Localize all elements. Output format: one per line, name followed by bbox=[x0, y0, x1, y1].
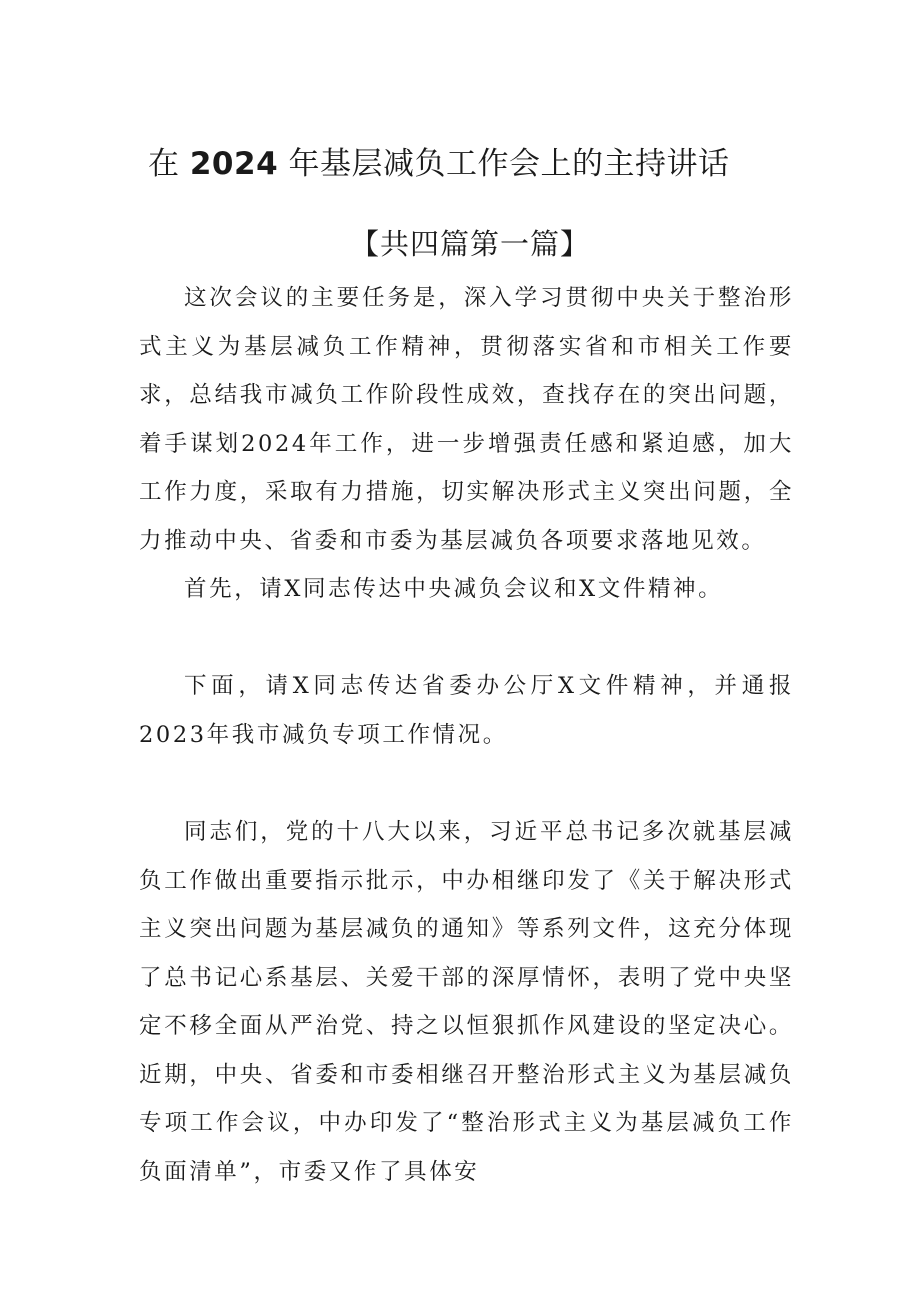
paragraph-meeting-tasks: 这次会议的主要任务是，深入学习贯彻中央关于整治形式主义为基层减负工作精神，贯彻落实省和市相关工作要求，总结我市减负工作阶段性成效，查找存在的突出问题，着手谋划2024年工作，进一步增强责任感和紧迫感，加大工作力度，采取有力措施，切实解决形式主义突出问题，全力推动中央、省委和市委为基层减负各项要求落地见效。 bbox=[139, 285, 794, 554]
document-subtitle: 【共四篇第一篇】 bbox=[349, 227, 590, 261]
paragraph-first-agenda: 首先，请X同志传达中央减负会议和X文件精神。 bbox=[184, 576, 724, 602]
paragraph-second-agenda: 下面，请X同志传达省委办公厅X文件精神，并通报2023年我市减负专项工作情况。 bbox=[139, 673, 794, 748]
title-year: 2024 bbox=[189, 146, 279, 182]
paragraph-comrades-remarks: 同志们，党的十八大以来，习近平总书记多次就基层减负工作做出重要指示批示，中办相继印发了《关于解决形式主义突出问题为基层减负的通知》等系列文件，这充分体现了总书记心系基层、关爱干部的深厚情怀，表明了党中央坚定不移全面从严治党、持之以恒狠抓作风建设的坚定决心。近期，中央、省委和市委相继召开整治形式主义为基层减负专项工作会议，中办印发了“整治形式主义为基层减负工作负面清单”，市委又作了具体安 bbox=[139, 819, 794, 1185]
title-suffix: 年基层减负工作会上的主持讲话 bbox=[288, 146, 730, 182]
document-title bbox=[148, 138, 788, 183]
title-prefix: 在 bbox=[148, 146, 180, 182]
